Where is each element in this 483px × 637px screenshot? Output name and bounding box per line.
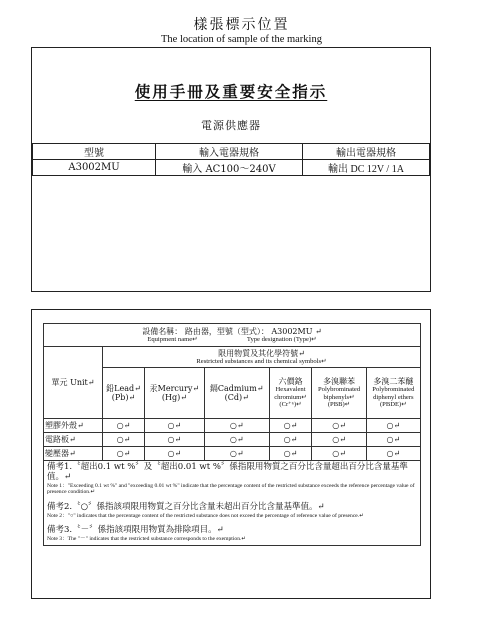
substance-pbb: 多溴聯苯 Polybrominated biphenyls↵ (PBB)↵ [312, 368, 366, 419]
substance-lead: 鉛Lead↵ (Pb)↵ [103, 368, 145, 419]
note-3-en: Note 3：The "－" indicates that the restricted substance corresponds to the exemption.↵ [47, 536, 247, 543]
table-row-transformer [44, 447, 421, 461]
compliance-cell: ○↵ [269, 419, 312, 433]
header-input-spec: 輸入電器規格 [156, 144, 303, 160]
marking-sample-panel [31, 47, 431, 292]
unit-cell: 電路板↵ [44, 433, 103, 447]
type-designation-en: Type designation (Type)↵ [246, 335, 317, 343]
compliance-cell: ○↵ [366, 419, 420, 433]
restricted-substances-header: 限用物質及其化學符號↵ Restricted substances and its chemical symbols↵ [103, 347, 421, 368]
unit-cell: 變壓器↵ [44, 447, 103, 461]
spec-table [32, 143, 430, 176]
compliance-cell: ○↵ [204, 433, 269, 447]
compliance-cell: ○↵ [204, 419, 269, 433]
input-spec-value: 輸入 AC100～240V [156, 160, 303, 176]
header-output-spec: 輸出電器規格 [302, 144, 429, 160]
note-2-en: Note 2："○" indicates that the percentage content of the restricted substance does not exceed the percentage of reference value of presence.↵ [47, 512, 364, 519]
substance-pbde: 多溴二苯醚 Polybrominated diphenyl ethers (PBDE)↵ [366, 368, 420, 419]
compliance-cell: ○↵ [103, 419, 145, 433]
note-1-cn: 備考1.〝超出0.1 wt %〞及〝超出0.01 wt %〞係指限用物質之百分比含量超出百分比含量基準值。↵ [47, 462, 408, 482]
equipment-line-en [45, 336, 419, 344]
compliance-cell: ○↵ [145, 419, 205, 433]
restricted-substances-table [43, 323, 421, 546]
output-spec-value: 輸出 DC 12V / 1A [302, 160, 429, 176]
substance-mercury: 汞Mercury↵ (Hg)↵ [145, 368, 205, 419]
note-3-cn: 備考3.〝－〞係指該項限用物質為排除項目。↵ [47, 525, 224, 536]
compliance-cell: ○↵ [103, 447, 145, 461]
equipment-row [44, 324, 421, 347]
equipment-info-cell [44, 324, 421, 347]
substance-hexavalent-chromium: 六價鉻 Hexavalent chromium↵ (Cr⁺⁶)↵ [269, 368, 312, 419]
equipment-name-en: Equipment name↵ [147, 335, 198, 343]
restricted-header-row [44, 347, 421, 368]
spec-header-row [33, 144, 430, 160]
compliance-cell: ○↵ [269, 433, 312, 447]
notes-cell [44, 461, 421, 546]
compliance-cell: ○↵ [103, 433, 145, 447]
compliance-cell: ○↵ [366, 447, 420, 461]
compliance-cell: ○↵ [145, 447, 205, 461]
compliance-cell: ○↵ [145, 433, 205, 447]
compliance-cell: ○↵ [312, 447, 366, 461]
equipment-line-cn: 設備名稱： 路由器，型號（型式）： A3002MU ↵ [142, 326, 322, 336]
rohs-panel [31, 309, 431, 599]
model-value: A3002MU [33, 160, 156, 176]
compliance-cell: ○↵ [269, 447, 312, 461]
unit-header: 單元 Unit↵ [44, 347, 103, 419]
compliance-cell: ○↵ [312, 419, 366, 433]
note-1-en: Note 1："Exceeding 0.1 wt %" and "exceeding 0.01 wt %" indicate that the percentage content of the restricted substance exceeds the reference percentage value of presence condition.↵ [47, 482, 415, 496]
table-row-circuit-board [44, 433, 421, 447]
note-2-cn: 備考2.〝○〞係指該項限用物質之百分比含量未超出百分比含量基準值。↵ [47, 501, 325, 512]
manual-heading: 使用手冊及重要安全指示 [134, 82, 328, 101]
header-model: 型號 [33, 144, 156, 160]
compliance-cell: ○↵ [312, 433, 366, 447]
page-subtitle: The location of sample of the marking [161, 34, 322, 45]
substance-cadmium: 鎘Cadmium↵ (Cd)↵ [204, 368, 269, 419]
unit-cell: 塑膠外殼↵ [44, 419, 103, 433]
page-title: 樣張標示位置 [193, 17, 290, 33]
compliance-cell: ○↵ [366, 433, 420, 447]
compliance-cell: ○↵ [204, 447, 269, 461]
product-type-label: 電源供應器 [201, 119, 261, 132]
notes-row [44, 461, 421, 546]
table-row-plastic-case [44, 419, 421, 433]
spec-data-row [33, 160, 430, 176]
